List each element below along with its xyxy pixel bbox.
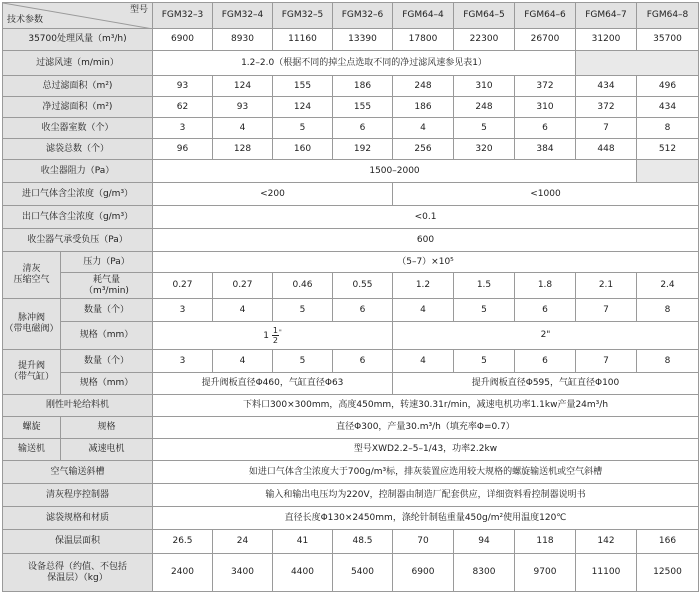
cell: 17800 xyxy=(393,29,454,51)
cell: （5–7）×10⁵ xyxy=(153,252,699,273)
table-row xyxy=(3,417,699,439)
row-label-text: 设备总得（约值、不包括 保温层）（kg） xyxy=(27,561,127,583)
row-label: 收尘器室数（个） xyxy=(3,118,153,139)
cell: 1.8 xyxy=(515,273,576,299)
table-row xyxy=(3,29,699,51)
table-row xyxy=(3,299,699,322)
row-label: 收尘器气承受负压（Pa） xyxy=(3,229,153,252)
table-row xyxy=(3,322,699,350)
row-label: 保温层面积 xyxy=(3,530,153,554)
model-header: FGM32–4 xyxy=(213,3,273,29)
group-label-text: 清灰 压缩空气 xyxy=(13,264,50,285)
cell: 384 xyxy=(515,139,576,160)
cell: 5 xyxy=(273,118,333,139)
cell: 0.46 xyxy=(273,273,333,299)
cell: 0.27 xyxy=(213,273,273,299)
table-row xyxy=(3,273,699,299)
cell: 128 xyxy=(213,139,273,160)
cell: 8 xyxy=(637,350,699,373)
spec-fraction-num: 1 xyxy=(272,326,278,335)
cell: 118 xyxy=(515,530,576,554)
cell: 372 xyxy=(515,76,576,97)
row-label: 滤袋规格和材质 xyxy=(3,507,153,530)
cell: 7 xyxy=(576,118,637,139)
header-row-label: 型号 xyxy=(129,5,148,15)
cell: 6 xyxy=(333,299,393,322)
table-row xyxy=(3,507,699,530)
cell: 提升阀板直径Φ595，气缸直径Φ100 xyxy=(393,373,699,395)
cell: 434 xyxy=(637,97,699,118)
cell: 4 xyxy=(393,299,454,322)
table-row xyxy=(3,97,699,118)
spec-fraction-den: 2 xyxy=(272,336,278,345)
cell: 6900 xyxy=(153,29,213,51)
cell: 9700 xyxy=(515,554,576,592)
row-label: 数量（个） xyxy=(61,350,153,373)
cell: 320 xyxy=(454,139,515,160)
cell: 7 xyxy=(576,350,637,373)
table-row xyxy=(3,554,699,592)
cell: 192 xyxy=(333,139,393,160)
cell: 7 xyxy=(576,299,637,322)
cell: 6900 xyxy=(393,554,454,592)
row-label: 规格（mm） xyxy=(61,373,153,395)
cell: 6 xyxy=(515,350,576,373)
cell: 4 xyxy=(213,299,273,322)
cell: 3 xyxy=(153,118,213,139)
row-label: 规格 xyxy=(61,417,153,439)
row-label: 空气输送斜槽 xyxy=(3,461,153,484)
header-corner xyxy=(3,3,153,29)
cell: 1.2–2.0（根据不同的掉尘点选取不同的净过滤风速参见表1） xyxy=(153,51,576,76)
cell: 4 xyxy=(213,118,273,139)
cell: 5 xyxy=(454,118,515,139)
row-label: 清灰程序控制器 xyxy=(3,484,153,507)
cell: 600 xyxy=(153,229,699,252)
cell: 124 xyxy=(213,76,273,97)
cell: 62 xyxy=(153,97,213,118)
cell: 提升阀板直径Φ460，气缸直径Φ63 xyxy=(153,373,393,395)
cell: 12500 xyxy=(637,554,699,592)
cell: 186 xyxy=(333,76,393,97)
cell: 0.55 xyxy=(333,273,393,299)
cell: 如进口气体含尘浓度大于700g/m³标，排灰装置应选用较大规格的螺旋输送机或空气斜槽 xyxy=(153,461,699,484)
cell: 6 xyxy=(333,118,393,139)
table-row xyxy=(3,252,699,273)
cell: 448 xyxy=(576,139,637,160)
cell: 70 xyxy=(393,530,454,554)
cell: 26700 xyxy=(515,29,576,51)
spec-fraction xyxy=(272,326,279,345)
cell: 5400 xyxy=(333,554,393,592)
spec-table xyxy=(2,2,699,592)
table-row xyxy=(3,118,699,139)
cell: 2" xyxy=(393,322,699,350)
cell: 11160 xyxy=(273,29,333,51)
cell: 3 xyxy=(153,299,213,322)
cell: 142 xyxy=(576,530,637,554)
model-header: FGM64–6 xyxy=(515,3,576,29)
table-row xyxy=(3,183,699,206)
cell: 22300 xyxy=(454,29,515,51)
cell: 输入和输出电压均为220V，控制器由制造厂配套供应，详细资料看控制器说明书 xyxy=(153,484,699,507)
row-label: 进口气体含尘浓度（g/m³） xyxy=(3,183,153,206)
row-label: 过滤风速（m/min） xyxy=(3,51,153,76)
row-label: 压力（Pa） xyxy=(61,252,153,273)
row-label: 减速电机 xyxy=(61,439,153,461)
table-row xyxy=(3,530,699,554)
cell: 6 xyxy=(333,350,393,373)
row-label: 数量（个） xyxy=(61,299,153,322)
row-label xyxy=(3,554,153,592)
table-row xyxy=(3,206,699,229)
cell: 11100 xyxy=(576,554,637,592)
table-row xyxy=(3,373,699,395)
cell: 1.5 xyxy=(454,273,515,299)
table-row xyxy=(3,51,699,76)
row-label: 35700处理风量（m³/h) xyxy=(3,29,153,51)
cell: 166 xyxy=(637,530,699,554)
group-label: 输送机 xyxy=(3,439,61,461)
cell: 5 xyxy=(454,299,515,322)
cell: 248 xyxy=(393,76,454,97)
cell: 5 xyxy=(273,299,333,322)
row-label-text: 耗气量 （m³/min) xyxy=(84,274,129,296)
spec-whole: 1 xyxy=(263,331,269,341)
model-header: FGM32–3 xyxy=(153,3,213,29)
cell: 1500–2000 xyxy=(153,160,637,183)
cell: 155 xyxy=(273,76,333,97)
header-col-label: 技术参数 xyxy=(7,15,44,25)
cell: 434 xyxy=(576,76,637,97)
cell: 直径Φ300，产量30.m³/h（填充率Φ=0.7） xyxy=(153,417,699,439)
cell: 256 xyxy=(393,139,454,160)
group-label: 螺旋 xyxy=(3,417,61,439)
group-label xyxy=(3,299,61,350)
model-header: FGM64–7 xyxy=(576,3,637,29)
cell-blank xyxy=(576,51,699,76)
group-label-text: 脉冲阀 （带电磁阀） xyxy=(4,313,59,334)
cell: 8 xyxy=(637,118,699,139)
cell: 8 xyxy=(637,299,699,322)
table-row xyxy=(3,350,699,373)
cell: 0.27 xyxy=(153,273,213,299)
cell-blank xyxy=(637,160,699,183)
cell: 直径长度Φ130×2450mm，涤纶针制毡重量450g/m²使用温度120℃ xyxy=(153,507,699,530)
table-row xyxy=(3,160,699,183)
cell: 35700 xyxy=(637,29,699,51)
cell: 2.1 xyxy=(576,273,637,299)
cell: 26.5 xyxy=(153,530,213,554)
cell: 1.2 xyxy=(393,273,454,299)
model-header: FGM32–6 xyxy=(333,3,393,29)
table-row xyxy=(3,461,699,484)
cell: 4 xyxy=(213,350,273,373)
group-label xyxy=(3,350,61,395)
cell: 8300 xyxy=(454,554,515,592)
table-row xyxy=(3,395,699,417)
group-label xyxy=(3,252,61,299)
table-row xyxy=(3,139,699,160)
cell: 4 xyxy=(393,350,454,373)
cell: <200 xyxy=(153,183,393,206)
cell: 93 xyxy=(153,76,213,97)
cell: 2.4 xyxy=(637,273,699,299)
cell: 13390 xyxy=(333,29,393,51)
model-header: FGM64–4 xyxy=(393,3,454,29)
row-label: 出口气体含尘浓度（g/m³） xyxy=(3,206,153,229)
row-label: 净过滤面积（m²) xyxy=(3,97,153,118)
group-label-text: 提升阀 （带气缸） xyxy=(8,361,54,382)
cell: 3400 xyxy=(213,554,273,592)
row-label: 滤袋总数（个） xyxy=(3,139,153,160)
cell: 248 xyxy=(454,97,515,118)
cell: 186 xyxy=(393,97,454,118)
table-row xyxy=(3,76,699,97)
cell: 4 xyxy=(393,118,454,139)
cell xyxy=(153,322,393,350)
cell: 4400 xyxy=(273,554,333,592)
cell: 310 xyxy=(515,97,576,118)
cell: 310 xyxy=(454,76,515,97)
cell: 124 xyxy=(273,97,333,118)
cell: 型号XWD2.2–5–1/43，功率2.2kw xyxy=(153,439,699,461)
row-label: 刚性叶轮给料机 xyxy=(3,395,153,417)
row-label: 规格（mm） xyxy=(61,322,153,350)
cell: 24 xyxy=(213,530,273,554)
cell: 41 xyxy=(273,530,333,554)
model-header: FGM64–5 xyxy=(454,3,515,29)
cell: 5 xyxy=(454,350,515,373)
model-header: FGM64–8 xyxy=(637,3,699,29)
cell: <0.1 xyxy=(153,206,699,229)
cell: 155 xyxy=(333,97,393,118)
cell: 94 xyxy=(454,530,515,554)
cell: 2400 xyxy=(153,554,213,592)
spec-mark: " xyxy=(278,329,282,336)
table-row xyxy=(3,229,699,252)
cell: 5 xyxy=(273,350,333,373)
cell: 8930 xyxy=(213,29,273,51)
row-label: 收尘器阻力（Pa） xyxy=(3,160,153,183)
cell: 31200 xyxy=(576,29,637,51)
row-label xyxy=(61,273,153,299)
cell: 93 xyxy=(213,97,273,118)
cell: 96 xyxy=(153,139,213,160)
cell: 3 xyxy=(153,350,213,373)
cell: 372 xyxy=(576,97,637,118)
cell: <1000 xyxy=(393,183,699,206)
cell: 48.5 xyxy=(333,530,393,554)
cell: 496 xyxy=(637,76,699,97)
cell: 512 xyxy=(637,139,699,160)
cell: 6 xyxy=(515,118,576,139)
model-header: FGM32–5 xyxy=(273,3,333,29)
header-row xyxy=(3,3,699,29)
cell: 160 xyxy=(273,139,333,160)
row-label: 总过滤面积（m²) xyxy=(3,76,153,97)
table-row xyxy=(3,484,699,507)
table-row xyxy=(3,439,699,461)
cell: 6 xyxy=(515,299,576,322)
cell: 下料口300×300mm，高度450mm，转速30.31r/min，减速电机功率1.1kw产量24m³/h xyxy=(153,395,699,417)
